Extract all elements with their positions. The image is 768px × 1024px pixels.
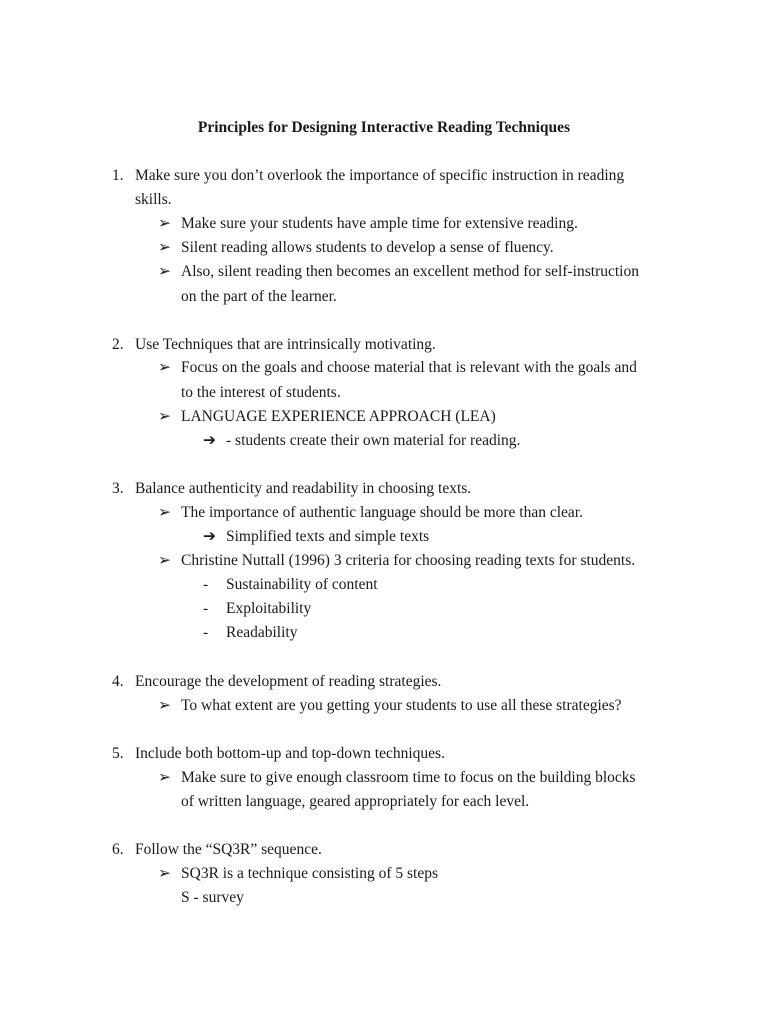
criteria-item: Exploitability: [226, 600, 312, 617]
arrowhead-bullet-icon: ➢: [158, 239, 171, 256]
item-3-text: Balance authenticity and readability in choosing texts.: [135, 480, 472, 497]
item-3-bullet-2: Christine Nuttall (1996) 3 criteria for choosing reading texts for students.: [181, 552, 636, 569]
item-1-text-cont: skills.: [135, 191, 172, 208]
item-1-bullet-3-cont: on the part of the learner.: [181, 288, 337, 305]
arrowhead-bullet-icon: ➢: [158, 552, 171, 569]
item-1-bullet-1: Make sure your students have ample time for extensive reading.: [181, 215, 578, 232]
item-3-number: 3.: [112, 480, 124, 497]
item-1-number: 1.: [112, 167, 124, 184]
item-3-bullet-1-sub: Simplified texts and simple texts: [226, 528, 430, 545]
item-2-text: Use Techniques that are intrinsically motivating.: [135, 336, 436, 353]
item-5-bullet-1-cont: of written language, geared appropriately for each level.: [181, 793, 530, 810]
item-2-bullet-1: Focus on the goals and choose material that is relevant with the goals and: [181, 359, 637, 376]
item-1-bullet-3: Also, silent reading then becomes an excellent method for self-instruction: [181, 263, 639, 280]
arrowhead-bullet-icon: ➢: [158, 215, 171, 232]
document-title: Principles for Designing Interactive Reading Techniques: [197, 119, 571, 136]
arrowhead-bullet-icon: ➢: [158, 769, 171, 786]
dash-marker: -: [203, 624, 209, 641]
item-6-bullet-1: SQ3R is a technique consisting of 5 steps: [181, 865, 439, 882]
dash-marker: -: [203, 576, 209, 593]
item-4-bullet-1: To what extent are you getting your students to use all these strategies?: [181, 697, 622, 714]
arrowhead-bullet-icon: ➢: [158, 697, 171, 714]
arrowhead-bullet-icon: ➢: [158, 504, 171, 521]
criteria-item: Sustainability of content: [226, 576, 378, 593]
criteria-item: Readability: [226, 624, 298, 641]
item-2-bullet-2: LANGUAGE EXPERIENCE APPROACH (LEA): [181, 408, 496, 425]
item-5-number: 5.: [112, 745, 124, 762]
item-2-number: 2.: [112, 336, 124, 353]
arrowhead-bullet-icon: ➢: [158, 359, 171, 376]
item-5-text: Include both bottom-up and top-down techniques.: [135, 745, 445, 762]
item-2-bullet-1-cont: to the interest of students.: [181, 384, 341, 401]
item-5-bullet-1: Make sure to give enough classroom time to focus on the building blocks: [181, 769, 636, 786]
arrow-icon: ➔: [203, 528, 216, 545]
item-4-text: Encourage the development of reading strategies.: [135, 673, 442, 690]
item-1-text: Make sure you don’t overlook the importance of specific instruction in reading: [135, 167, 625, 184]
item-1-bullet-2: Silent reading allows students to develop a sense of fluency.: [181, 239, 554, 256]
dash-marker: -: [203, 600, 209, 617]
item-6-number: 6.: [112, 841, 124, 858]
item-6-bullet-1-cont: S - survey: [181, 889, 244, 906]
item-4-number: 4.: [112, 673, 124, 690]
arrowhead-bullet-icon: ➢: [158, 408, 171, 425]
item-6-text: Follow the “SQ3R” sequence.: [135, 841, 322, 858]
arrowhead-bullet-icon: ➢: [158, 865, 171, 882]
item-3-bullet-1: The importance of authentic language should be more than clear.: [181, 504, 583, 521]
item-2-bullet-2-sub: - students create their own material for reading.: [226, 432, 521, 449]
arrowhead-bullet-icon: ➢: [158, 263, 171, 280]
arrow-icon: ➔: [203, 432, 216, 449]
